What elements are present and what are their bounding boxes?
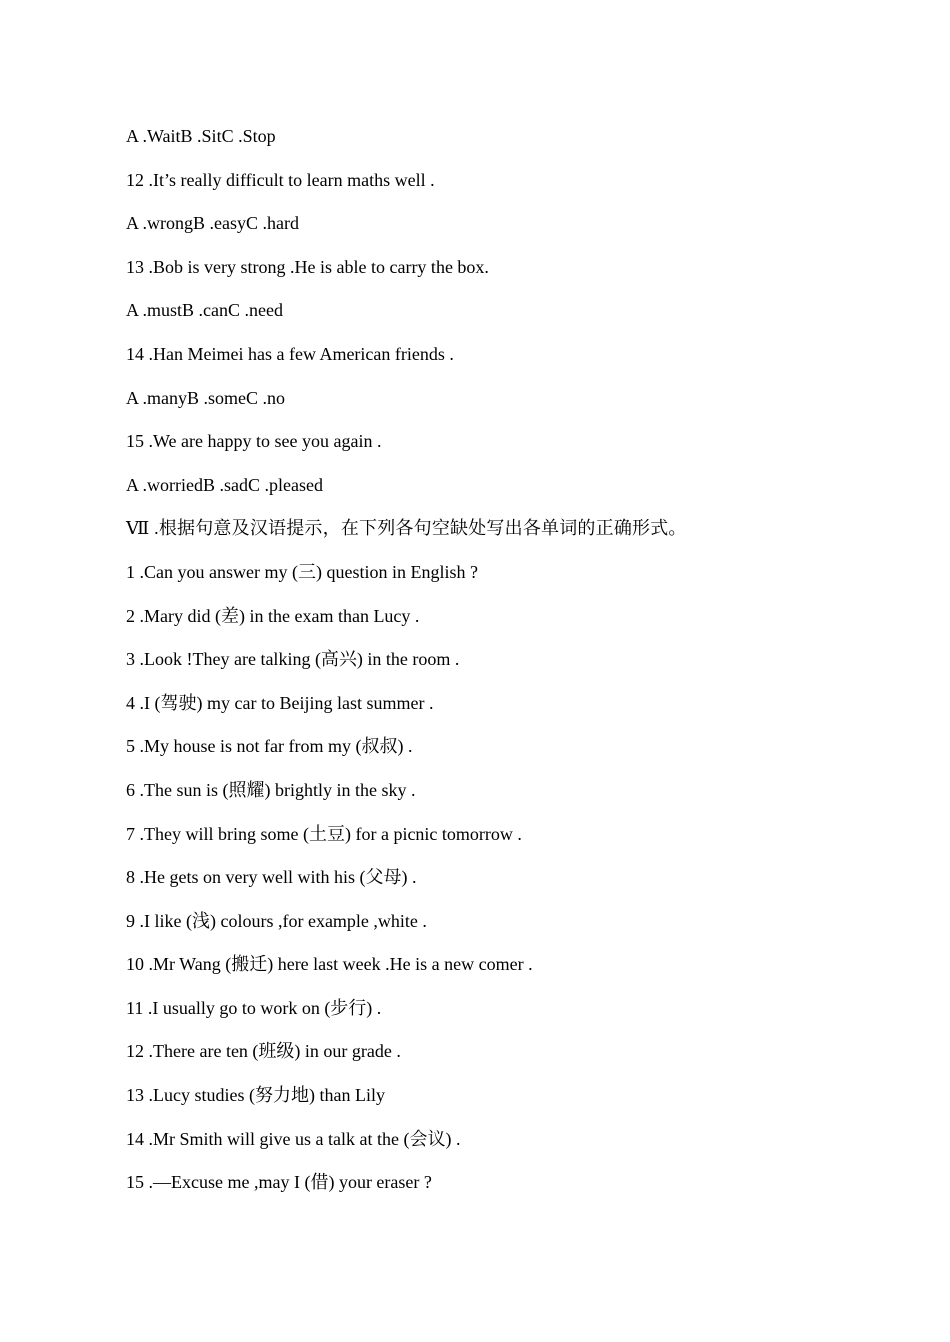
- fill-in-question: 10 .Mr Wang (搬迁) here last week .He is a new comer .: [126, 954, 533, 975]
- document-body: [126, 124, 886, 1214]
- fill-in-question: 7 .They will bring some (土豆) for a picnic tomorrow .: [126, 823, 522, 844]
- fill-in-question: 9 .I like (浅) colours ,for example ,white .: [126, 910, 427, 931]
- fill-in-question: 11 .I usually go to work on (步行) .: [126, 997, 382, 1018]
- fill-in-question: 14 .Mr Smith will give us a talk at the (会议) .: [126, 1128, 461, 1149]
- fill-in-question: 3 .Look !They are talking (高兴) in the room .: [126, 649, 460, 670]
- answer-options: A .WaitB .SitC .Stop: [126, 126, 276, 146]
- question-line: 14 .Han Meimei has a few American friends .: [126, 343, 454, 364]
- answer-options: A .wrongB .easyC .hard: [126, 213, 299, 234]
- answer-options: A .mustB .canC .need: [126, 300, 283, 321]
- answer-options: A .worriedB .sadC .pleased: [126, 474, 323, 495]
- answer-options: A .manyB .someC .no: [126, 387, 286, 408]
- question-line: 15 .We are happy to see you again .: [126, 431, 382, 452]
- fill-in-question: 1 .Can you answer my (三) question in English ?: [126, 561, 478, 582]
- fill-in-question: 8 .He gets on very well with his (父母) .: [126, 867, 417, 888]
- fill-in-question: 6 .The sun is (照耀) brightly in the sky .: [126, 779, 416, 800]
- fill-in-question: 13 .Lucy studies (努力地) than Lily: [126, 1085, 385, 1106]
- question-line: 13 .Bob is very strong .He is able to carry the box.: [126, 256, 489, 277]
- fill-in-question: 2 .Mary did (差) in the exam than Lucy .: [126, 605, 420, 626]
- section-heading: Ⅶ .根据句意及汉语提示，在下列各句空缺处写出各单词的正确形式。: [126, 518, 687, 539]
- fill-in-question: 15 .—Excuse me ,may I (借) your eraser ?: [126, 1172, 432, 1193]
- fill-in-question: 4 .I (驾驶) my car to Beijing last summer .: [126, 692, 434, 713]
- fill-in-question: 5 .My house is not far from my (叔叔) .: [126, 736, 413, 757]
- question-line: 12 .It’s really difficult to learn maths well .: [126, 169, 435, 190]
- fill-in-question: 12 .There are ten (班级) in our grade .: [126, 1041, 401, 1062]
